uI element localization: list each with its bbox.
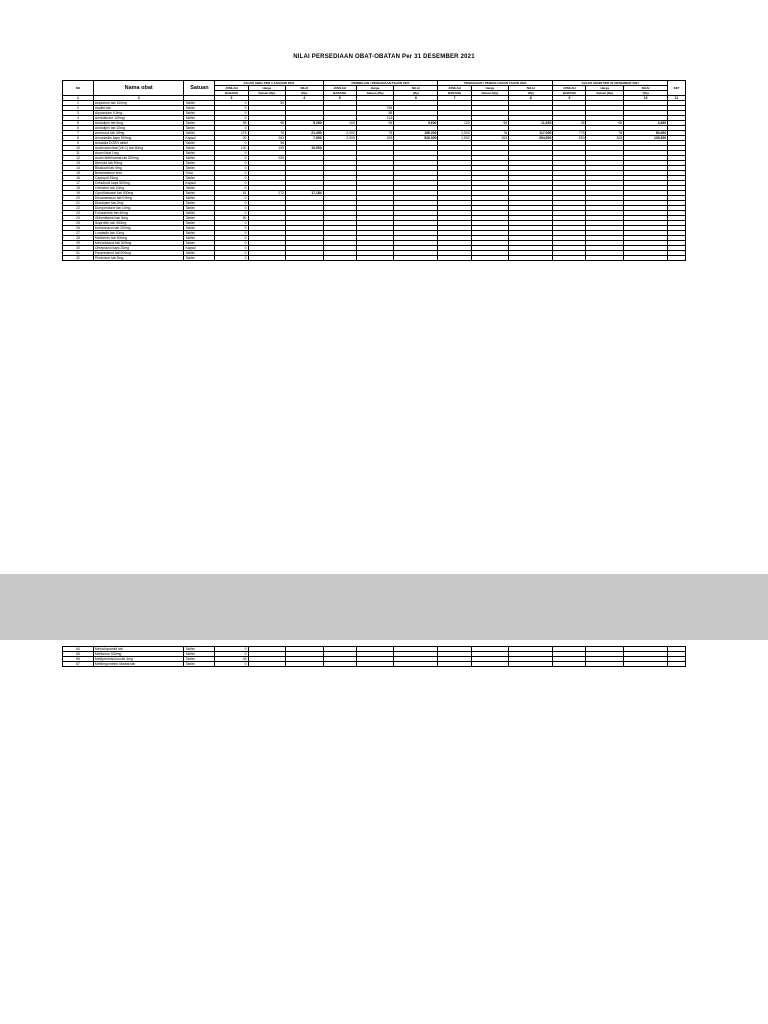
table-cell: 78 xyxy=(356,131,394,136)
table-cell: Antasida DOEN tablet xyxy=(93,141,184,146)
table-cell: 263 xyxy=(471,136,509,141)
table-cell: 530 xyxy=(553,136,586,141)
table-cell xyxy=(286,256,324,261)
header-saldo-awal: SALDO AWAL PER 1 JANUARI 2021 xyxy=(215,81,323,86)
table-cell: Bisakodil tab 5mg xyxy=(93,166,184,171)
header-satuan: Satuan xyxy=(184,81,215,96)
table-cell: 117,000 xyxy=(509,131,553,136)
table-cell: Tube xyxy=(184,171,215,176)
inventory-body-1 xyxy=(63,101,686,261)
table-cell: Furosemide tab 40mg xyxy=(93,211,184,216)
table-cell: Tablet xyxy=(184,211,215,216)
table-cell: 0 xyxy=(215,652,248,657)
table-cell: Tablet xyxy=(184,236,215,241)
table-cell: Kapsul xyxy=(184,246,215,251)
table-cell: 30 xyxy=(215,136,248,141)
table-cell: Tablet xyxy=(184,226,215,231)
table-cell: 7,890 xyxy=(286,136,324,141)
table-cell: Tablet xyxy=(184,231,215,236)
table-cell: 17,184 xyxy=(286,191,324,196)
table-cell: 9,600 xyxy=(394,121,438,126)
table-cell: Tablet xyxy=(184,166,215,171)
table-cell: 32 xyxy=(63,256,94,261)
table-cell: Tablet xyxy=(184,256,215,261)
table-cell: 26 xyxy=(63,226,94,231)
table-cell: 0 xyxy=(215,647,248,652)
table-cell: Tablet xyxy=(184,647,215,652)
table-cell: 105 xyxy=(248,146,286,151)
table-cell: 96 xyxy=(586,121,624,126)
table-cell: 0 xyxy=(215,231,248,236)
table-cell: 1,500 xyxy=(438,131,471,136)
table-cell xyxy=(623,662,667,667)
table-cell: 11,520 xyxy=(509,121,553,126)
table-cell: 21,450 xyxy=(286,131,324,136)
table-cell: 5,280 xyxy=(286,121,324,126)
table-cell: 50 xyxy=(215,216,248,221)
table-cell: Tablet xyxy=(184,657,215,662)
table-cell: 394,500 xyxy=(509,136,553,141)
table-cell xyxy=(586,256,624,261)
table-cell: 139,390 xyxy=(624,136,668,141)
table-cell: 0 xyxy=(215,111,248,116)
table-cell: Cetirizine tab 10mg xyxy=(93,186,184,191)
table-cell: 15 xyxy=(63,171,94,176)
table-cell: Atenolol tab 50mg xyxy=(93,161,184,166)
table-cell xyxy=(438,662,471,667)
table-cell: 0 xyxy=(215,221,248,226)
table-cell: 8 xyxy=(63,136,94,141)
table-cell: 78 xyxy=(471,131,509,136)
table-cell: 12 xyxy=(63,156,94,161)
table-cell: Cefadroxil kaps 500mg xyxy=(93,181,184,186)
table-cell: 20 xyxy=(63,196,94,201)
table-cell: Tablet xyxy=(184,121,215,126)
table-cell: Kapsul xyxy=(184,136,215,141)
table-cell: 1 xyxy=(63,101,94,106)
table-cell: 10 xyxy=(63,146,94,151)
table-cell: 263 xyxy=(586,136,624,141)
table-cell: 0 xyxy=(215,181,248,186)
header-pembelian: PEMBELIAN / PENGADAAN TAHUN 2021 xyxy=(323,81,438,86)
table-cell xyxy=(248,662,286,667)
table-cell: 2 xyxy=(63,106,94,111)
table-cell xyxy=(668,256,686,261)
table-cell: 6 xyxy=(63,126,94,131)
table-cell: 27 xyxy=(63,231,94,236)
table-cell: Ketokonazol tab 200mg xyxy=(93,226,184,231)
table-cell: 2,000 xyxy=(323,136,356,141)
table-cell: 0 xyxy=(215,126,248,131)
table-cell: Tablet xyxy=(184,156,215,161)
table-cell: 25 xyxy=(63,221,94,226)
table-cell: 0 xyxy=(215,166,248,171)
table-cell: Captopril 25mg xyxy=(93,176,184,181)
header-pemakaian: PEMAKAIAN / PENGELUARAN TAHUN 2021 xyxy=(438,81,553,86)
table-cell: Metronidazol tab 500mg xyxy=(93,241,184,246)
table-cell: 214 xyxy=(356,116,394,121)
table-cell: 96 xyxy=(248,121,286,126)
table-cell: 0 xyxy=(215,101,248,106)
table-cell: Tablet xyxy=(184,101,215,106)
table-cell: Betametason krim xyxy=(93,171,184,176)
table-cell: 0 xyxy=(215,246,248,251)
table-cell: Tablet xyxy=(184,141,215,146)
table-cell xyxy=(438,256,471,261)
table-cell: Tablet xyxy=(184,161,215,166)
table-cell: 0 xyxy=(215,251,248,256)
table-cell: 526,000 xyxy=(394,136,438,141)
table-cell: 263 xyxy=(356,136,394,141)
header-nama-obat: Nama obat xyxy=(93,81,184,96)
table-cell: 98 xyxy=(248,141,286,146)
table-cell: 14 xyxy=(63,166,94,171)
table-cell: 19 xyxy=(63,191,94,196)
table-cell xyxy=(668,662,686,667)
table-cell: Metformin tab 500mg xyxy=(93,236,184,241)
inventory-body-2 xyxy=(63,647,686,667)
table-cell: 21 xyxy=(63,201,94,206)
table-cell: 0 xyxy=(215,151,248,156)
table-cell: Tablet xyxy=(184,206,215,211)
table-cell: Tablet xyxy=(184,662,215,667)
table-cell: Metformin 500mg xyxy=(93,652,184,657)
column-index-row: 1 2 3 4 5 6 7 8 9 10 11 xyxy=(63,96,686,101)
table-cell: Tablet xyxy=(184,196,215,201)
table-cell: 0 xyxy=(215,236,248,241)
table-cell: Tablet xyxy=(184,176,215,181)
document-page-2 xyxy=(0,640,768,1024)
table-cell: Asam askorbat (Vit C) tab 50mg xyxy=(93,146,184,151)
table-cell: 30 xyxy=(63,246,94,251)
table-cell: 120 xyxy=(438,121,471,126)
table-cell: 0 xyxy=(215,206,248,211)
table-cell: 66 xyxy=(63,657,94,662)
table-cell: 3 xyxy=(63,111,94,116)
table-cell: Tablet xyxy=(184,131,215,136)
table-cell: 60,450 xyxy=(624,131,668,136)
table-cell: Tablet xyxy=(184,186,215,191)
table-cell: 100 xyxy=(323,121,356,126)
table-cell: Alprazolam 0.5mg xyxy=(93,111,184,116)
table-cell: Glibenklamid tab 5mg xyxy=(93,216,184,221)
table-cell: Tablet xyxy=(184,146,215,151)
table-cell: Tablet xyxy=(184,241,215,246)
table-cell: 22 xyxy=(63,206,94,211)
table-cell: 156,000 xyxy=(394,131,438,136)
table-cell: Ibuprofen tab 400mg xyxy=(93,221,184,226)
table-cell: Amlodipin tab 10mg xyxy=(93,126,184,131)
table-cell xyxy=(471,662,509,667)
table-cell: 0 xyxy=(215,662,248,667)
table-cell xyxy=(586,662,624,667)
table-cell xyxy=(323,662,356,667)
table-cell: Tablet xyxy=(184,111,215,116)
table-cell: Tablet xyxy=(184,652,215,657)
table-cell: Ambroxol tab 30mg xyxy=(93,131,184,136)
table-cell: Metilprednisolon tab 4mg xyxy=(93,657,184,662)
table-cell: 4 xyxy=(63,116,94,121)
table-cell: 50 xyxy=(248,101,286,106)
table-cell: Asam Mefenamat tab 500mg xyxy=(93,156,184,161)
table-cell: 45 xyxy=(215,657,248,662)
table-cell: 16 xyxy=(63,176,94,181)
table-cell: 100 xyxy=(215,146,248,151)
table-cell: 7 xyxy=(63,131,94,136)
table-cell: 0 xyxy=(215,161,248,166)
table-cell: 29 xyxy=(63,241,94,246)
table-cell: 0 xyxy=(215,106,248,111)
table-cell: Diazepam tab 2mg xyxy=(93,201,184,206)
header-saldo-akhir: SALDO AKHIR PER 31 DESEMBER 2021 xyxy=(553,81,668,86)
table-cell: 55 xyxy=(215,121,248,126)
table-cell xyxy=(356,256,394,261)
table-cell: 96 xyxy=(471,121,509,126)
table-cell: Metoclopramid tab xyxy=(93,647,184,652)
table-cell: 0 xyxy=(215,241,248,246)
table-cell: 0 xyxy=(215,201,248,206)
table-cell: 263 xyxy=(248,136,286,141)
table-cell: Tablet xyxy=(184,151,215,156)
table-cell xyxy=(323,256,356,261)
table-cell: Domperidone tab 10mg xyxy=(93,206,184,211)
table-row xyxy=(63,662,686,667)
table-cell: 11 xyxy=(63,151,94,156)
table-cell: Kapsul xyxy=(184,181,215,186)
table-cell: 24 xyxy=(63,216,94,221)
table-cell: Tablet xyxy=(184,251,215,256)
table-cell: Amiodarone 100mg xyxy=(93,116,184,121)
table-cell: 0 xyxy=(215,116,248,121)
table-cell: 5 xyxy=(63,121,94,126)
table-cell: Tablet xyxy=(184,106,215,111)
table-cell: Acipurinol tab 100mg xyxy=(93,101,184,106)
table-cell: 61 xyxy=(215,191,248,196)
table-cell: Amoksisilin kaps 500mg xyxy=(93,136,184,141)
table-cell: 65 xyxy=(63,652,94,657)
table-cell: 0 xyxy=(215,256,248,261)
table-cell: Dexametason tab 0.5mg xyxy=(93,196,184,201)
table-cell: Prednison tab 5mg xyxy=(93,256,184,261)
table-cell: 0 xyxy=(215,176,248,181)
table-cell: 775 xyxy=(553,131,586,136)
table-cell: 64 xyxy=(63,647,94,652)
table-cell: 67 xyxy=(63,662,94,667)
table-cell: 13 xyxy=(63,161,94,166)
header-no: NO xyxy=(63,81,94,96)
table-cell: Amlodipin tab 5mg xyxy=(93,121,184,126)
table-cell: Tablet xyxy=(184,201,215,206)
table-cell xyxy=(356,662,394,667)
table-row xyxy=(63,256,686,261)
table-cell: 0 xyxy=(215,156,248,161)
table-cell: 17 xyxy=(63,181,94,186)
table-cell: 23 xyxy=(63,211,94,216)
table-cell: 88 xyxy=(356,111,394,116)
table-cell: Paracetamol tab 500mg xyxy=(93,251,184,256)
table-cell: 275 xyxy=(215,131,248,136)
table-cell: Tablet xyxy=(184,216,215,221)
table-cell xyxy=(286,662,324,667)
table-cell: 31 xyxy=(63,251,94,256)
table-cell xyxy=(509,256,553,261)
table-cell: 0 xyxy=(215,186,248,191)
table-cell: 3,360 xyxy=(624,121,668,126)
table-cell: 96 xyxy=(356,121,394,126)
table-cell: 2,000 xyxy=(323,131,356,136)
table-cell xyxy=(394,256,438,261)
table-cell xyxy=(394,662,438,667)
table-cell: Tablet xyxy=(184,191,215,196)
table-cell: 9 xyxy=(63,141,94,146)
table-cell: 0 xyxy=(215,171,248,176)
table-cell: 18 xyxy=(63,186,94,191)
table-cell: Asam folat 1mg xyxy=(93,151,184,156)
table-cell: Metilergometrin Maleat tab xyxy=(93,662,184,667)
table-cell: 35 xyxy=(553,121,586,126)
table-cell: 28 xyxy=(63,236,94,241)
table-cell: 755 xyxy=(356,106,394,111)
table-cell: Aspilet tab xyxy=(93,106,184,111)
table-cell: 0 xyxy=(215,211,248,216)
inventory-table-continued xyxy=(62,646,686,667)
table-cell: Omeprazol kaps 20mg xyxy=(93,246,184,251)
table-cell xyxy=(553,256,586,261)
header-ket: KET xyxy=(668,81,686,96)
table-cell: 1,500 xyxy=(438,136,471,141)
table-cell: Ciprofloksasin tab 500mg xyxy=(93,191,184,196)
table-cell: 272 xyxy=(248,191,286,196)
table-cell xyxy=(624,256,668,261)
table-cell: 10,500 xyxy=(286,146,324,151)
subheader-row-1: JUMLAH Harga NILAI JUMLAH Harga NILAI JUMLAH Harga NILAI JUMLAH Harga NILAI xyxy=(63,86,686,91)
table-cell: 0 xyxy=(215,196,248,201)
subheader-row-2: BARANG Satuan (Rp) (Rp) BARANG Satuan (Rp) (Rp) BARANG Satuan (Rp) (Rp) BARANG Satuan (Rp) (Rp) xyxy=(63,91,686,96)
table-cell xyxy=(553,662,586,667)
table-cell: 78 xyxy=(586,131,624,136)
table-cell xyxy=(509,662,553,667)
table-cell: Loratadin tab 10mg xyxy=(93,231,184,236)
inventory-table xyxy=(62,80,686,261)
table-cell: Tablet xyxy=(184,126,215,131)
table-cell: Tablet xyxy=(184,221,215,226)
table-cell: Tablet xyxy=(184,116,215,121)
table-cell xyxy=(471,256,509,261)
table-cell: 200 xyxy=(248,156,286,161)
document-title: NILAI PERSEDIAAN OBAT-OBATAN Per 31 DESEMBER 2021 xyxy=(293,54,475,60)
table-cell: 0 xyxy=(215,226,248,231)
table-cell: 78 xyxy=(248,131,286,136)
table-cell xyxy=(248,256,286,261)
table-cell: 0 xyxy=(215,141,248,146)
